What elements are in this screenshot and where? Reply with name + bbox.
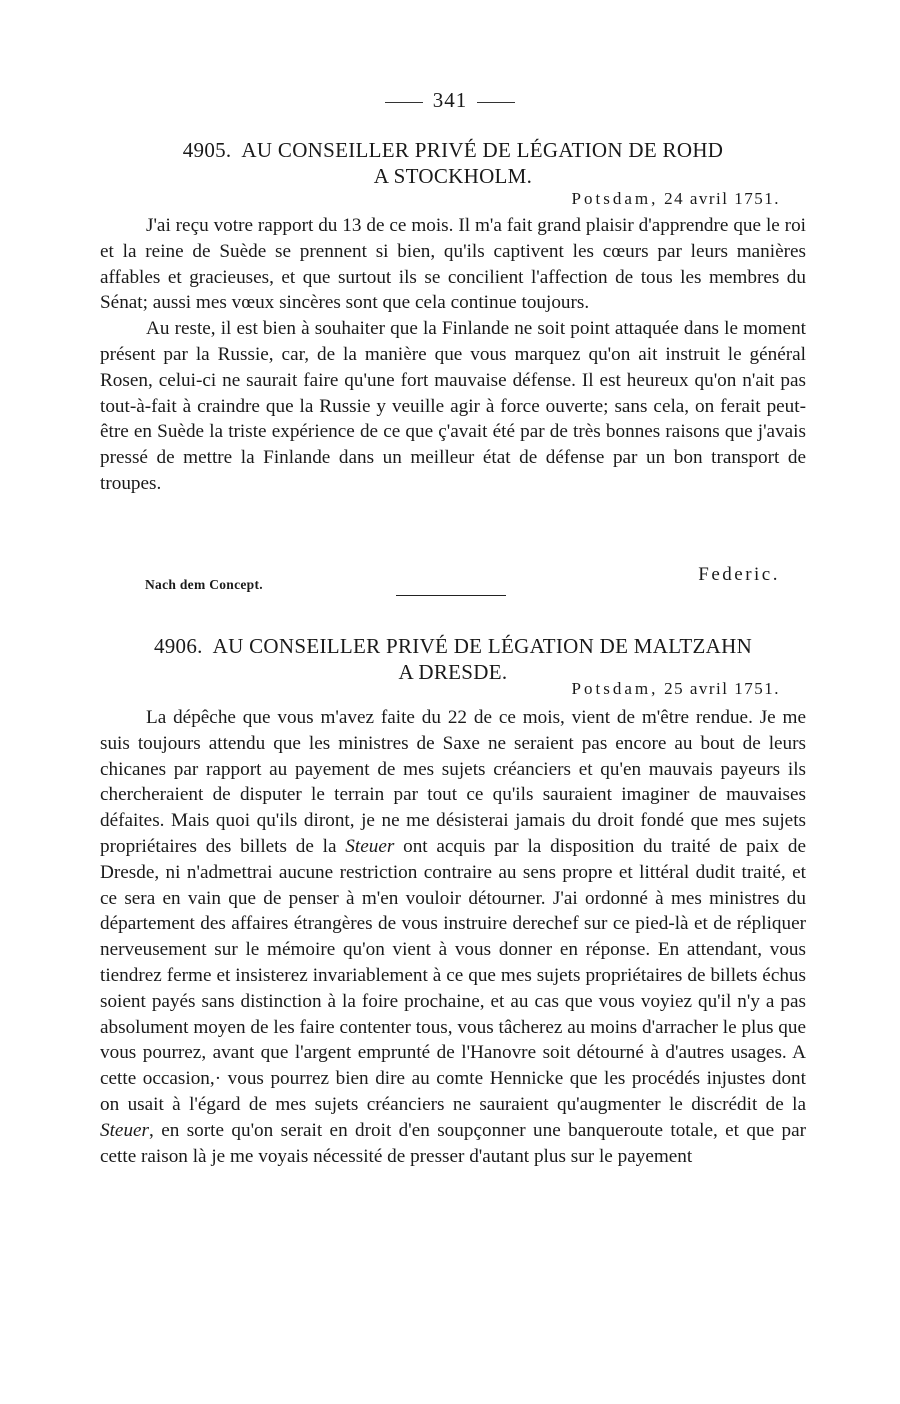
dateline-place: Potsdam, xyxy=(571,189,659,208)
paragraph: Au reste, il est bien à souhaiter que la Finlande ne soit point attaquée dans le moment présent par la Russie, car, de la manière que vous marquez qu'on ait instruit le général Rosen, celui-ci ne saurait faire qu'une fort mauvaise défense. Il est heureux qu'on n'ait pas tout-à-fait à craindre que la Russie y veuille agir à force ouverte; sans cela, on ferait peut-être en Suède la triste expérience de ce que ç'avait été par de très bonnes raisons que j'avais pressé de mettre la Finlande dans un meilleur état de défense par un bon transport de troupes. xyxy=(100,318,806,494)
letter-body-4905 xyxy=(100,213,806,497)
dateline-place: Potsdam, xyxy=(571,679,659,698)
heading-line-2: A DRESDE. xyxy=(398,660,508,684)
heading-line-2: A STOCKHOLM. xyxy=(373,164,533,188)
letter-number: 4906. xyxy=(153,634,203,658)
dateline-4905 xyxy=(572,189,780,209)
paragraph xyxy=(100,705,806,1169)
heading-line-1: AU CONSEILLER PRIVÉ DE LÉGATION DE ROHD xyxy=(241,138,724,162)
italic-term: Steuer xyxy=(345,835,395,857)
source-note: Nach dem Concept. xyxy=(145,577,263,592)
page-number-dash-right xyxy=(477,102,515,103)
page-number-dash-left xyxy=(385,102,423,103)
paragraph: J'ai reçu votre rapport du 13 de ce mois. Il m'a fait grand plaisir d'apprendre que le roi et la reine de Suède se prennent si bien, qu'ils captivent les cœurs par leurs manières affables et gracieuses, et que surtout ils se concilient l'affection de tous les membres du Sénat; aussi mes vœux sincères sont que cela continue toujours. xyxy=(100,215,806,314)
dateline-date: 25 avril 1751. xyxy=(664,679,780,698)
letter-heading-4905 xyxy=(100,137,806,189)
letter-body-4906 xyxy=(100,705,806,1169)
paragraph-text: La dépêche que vous m'avez faite du 22 de ce mois, vient de m'être rendue. Je me suis toujours attendu que les ministres de Saxe ne seraient pas encore au bout de leurs chicanes par rapport au payement de mes sujets créanciers et qu'en mauvais payeurs ils chercheraient de disputer le terrain par tout ce qu'ils sauraient imaginer de mauvaises défaites. Mais quoi qu'ils diront, je ne me désisterai jamais du droit fondé que mes sujets propriétaires des billets de la xyxy=(100,707,806,857)
page-number: 341 xyxy=(0,88,900,113)
paragraph-text: ont acquis par la disposition du traité de paix de Dresde, ni n'admettrai aucune restriction contraire au sens propre et littéral dudit traité, et ce sera en vain que de penser à m'en vouloir détourner. J'ai ordonné à mes ministres du département des affaires étrangères de vous instruire derechef sur ce pied-là et de répliquer nerveusement sur le mémoire qu'on vient à vous donner en réponse. En attendant, vous tiendrez ferme et insisterez invariablement à ce que mes sujets propriétaires de billets échus soient payés sans distinction à la foire prochaine, et au cas que vous voyiez qu'il n'y a pas absolument moyen de les faire contenter tous, vous tâcherez au moins d'arracher le plus que vous pourrez, avant que l'argent emprunté de l'Hanovre soit détourné à d'autres usages. A cette occasion,· vous pourrez bien dire au comte Hennicke que les procédés injustes dont on usait à l'égard de mes sujets créanciers ne sauraient qu'augmenter le discrédit de la xyxy=(100,835,807,1115)
paragraph-text: , en sorte qu'on serait en droit d'en soupçonner une banqueroute totale, et que par cette raison là je me voyais nécessité de presser d'autant plus sur le payement xyxy=(100,1119,806,1167)
section-divider xyxy=(396,595,506,596)
signature: Federic. xyxy=(698,564,780,585)
letter-number: 4905. xyxy=(182,138,232,162)
heading-line-1: AU CONSEILLER PRIVÉ DE LÉGATION DE MALTZAHN xyxy=(212,634,753,658)
dateline-4906 xyxy=(572,679,780,699)
letter-heading-4906 xyxy=(100,633,806,685)
dateline-date: 24 avril 1751. xyxy=(664,189,780,208)
italic-term: Steuer xyxy=(100,1119,150,1141)
